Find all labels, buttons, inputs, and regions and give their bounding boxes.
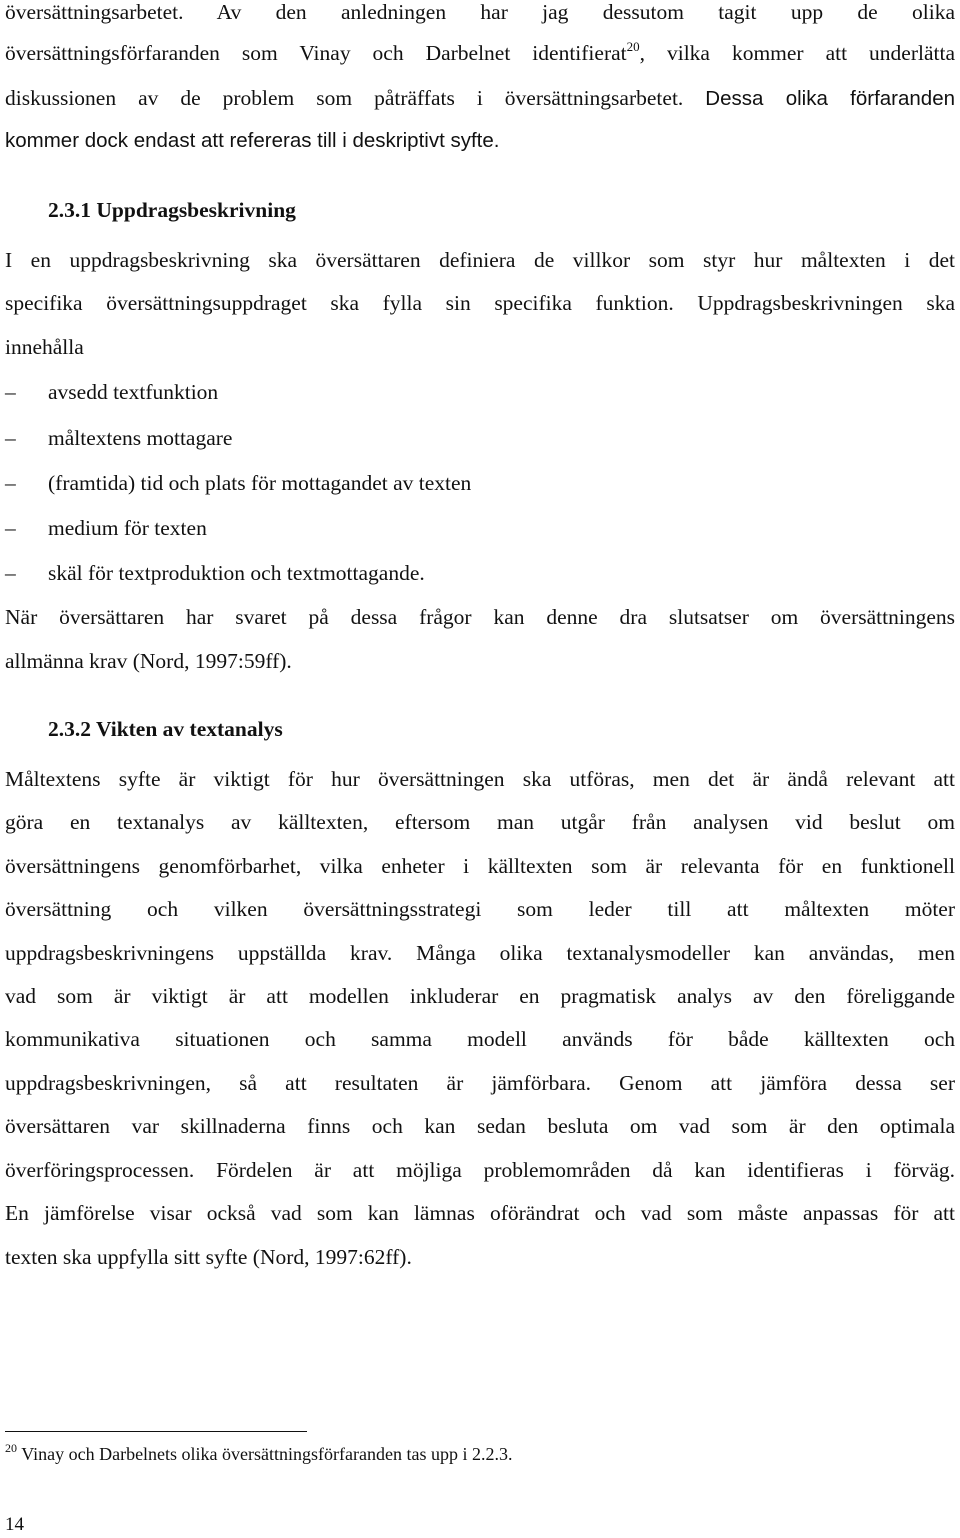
section-232-line: vad som är viktigt är att modellen inkluderar en pragmatisk analys av den föreliggande bbox=[5, 984, 955, 1008]
section-232-line: översättning och vilken översättningsstrategi som leder till att måltexten möter bbox=[5, 897, 955, 921]
list-dash-marker: – bbox=[5, 471, 16, 495]
section-heading-2-3-2: 2.3.2 Vikten av textanalys bbox=[48, 717, 283, 741]
section-231-line-1: I en uppdragsbeskrivning ska översättaren definiera de villkor som styr hur måltexten i det bbox=[5, 248, 955, 272]
section-231-line-2: specifika översättningsuppdraget ska fylla sin specifika funktion. Uppdragsbeskrivningen ska bbox=[5, 291, 955, 315]
section-232-line: uppdragsbeskrivningens uppställda krav. Många olika textanalysmodeller kan användas, men bbox=[5, 941, 955, 965]
intro-line-1: översättningsarbetet. Av den anledningen har jag dessutom tagit upp de olika bbox=[5, 0, 955, 24]
section-232-line: göra en textanalys av källtexten, eftersom man utgår från analysen vid beslut om bbox=[5, 810, 955, 834]
intro-line-3-serif: diskussionen av de problem som påträffats i översättningsarbetet. bbox=[5, 86, 684, 110]
section-231-after-line-1: När översättaren har svaret på dessa frågor kan denne dra slutsatser om översättningens bbox=[5, 605, 955, 629]
footnote-text: Vinay och Darbelnets olika översättningsförfaranden tas upp i 2.2.3. bbox=[21, 1444, 513, 1464]
page-number: 14 bbox=[5, 1514, 24, 1535]
section-heading-2-3-1: 2.3.1 Uppdragsbeskrivning bbox=[48, 198, 296, 222]
footnote-marker: 20 bbox=[5, 1441, 17, 1455]
list-item: medium för texten bbox=[48, 516, 207, 540]
list-item: avsedd textfunktion bbox=[48, 380, 219, 404]
list-item: måltextens mottagare bbox=[48, 426, 233, 450]
section-232-line: En jämförelse visar också vad som kan lämnas oförändrat och vad som måste anpassas för att bbox=[5, 1201, 955, 1225]
footnote bbox=[5, 1441, 512, 1467]
footnote-reference: 20 bbox=[626, 39, 640, 54]
intro-line-2-tail: , vilka kommer att underlätta bbox=[639, 41, 955, 65]
list-dash-marker: – bbox=[5, 561, 16, 585]
section-231-line-3: innehålla bbox=[5, 335, 84, 359]
list-item: (framtida) tid och plats för mottagandet av texten bbox=[48, 471, 472, 495]
list-dash-marker: – bbox=[5, 426, 16, 450]
intro-line-2 bbox=[5, 38, 955, 68]
section-232-line: översättningens genomförbarhet, vilka enheter i källtexten som är relevanta för en funktionell bbox=[5, 854, 955, 878]
intro-line-2-text: översättningsförfaranden som Vinay och Darbelnet identifierat bbox=[5, 41, 627, 65]
section-232-line: uppdragsbeskrivningen, så att resultaten är jämförbara. Genom att jämföra dessa ser bbox=[5, 1071, 955, 1095]
list-dash-marker: – bbox=[5, 516, 16, 540]
section-232-line: överföringsprocessen. Fördelen är att möjliga problemområden då kan identifieras i förväg. bbox=[5, 1158, 955, 1182]
section-231-after-line-2: allmänna krav (Nord, 1997:59ff). bbox=[5, 649, 292, 673]
list-item: skäl för textproduktion och textmottagande. bbox=[48, 561, 425, 585]
section-232-line: översättaren var skillnaderna finns och kan sedan besluta om vad som är den optimala bbox=[5, 1114, 955, 1138]
footnote-separator bbox=[5, 1431, 307, 1432]
list-dash-marker: – bbox=[5, 380, 16, 404]
section-232-line: kommunikativa situationen och samma modell används för både källtexten och bbox=[5, 1027, 955, 1051]
section-232-line: texten ska uppfylla sitt syfte (Nord, 1997:62ff). bbox=[5, 1245, 412, 1269]
intro-line-3-sans: Dessa olika förfaranden bbox=[705, 87, 956, 110]
intro-line-4: kommer dock endast att refereras till i deskriptivt syfte. bbox=[5, 129, 500, 152]
intro-line-3 bbox=[5, 83, 955, 113]
section-232-line: Måltextens syfte är viktigt för hur översättningen ska utföras, men det är ändå relevant att bbox=[5, 767, 955, 791]
